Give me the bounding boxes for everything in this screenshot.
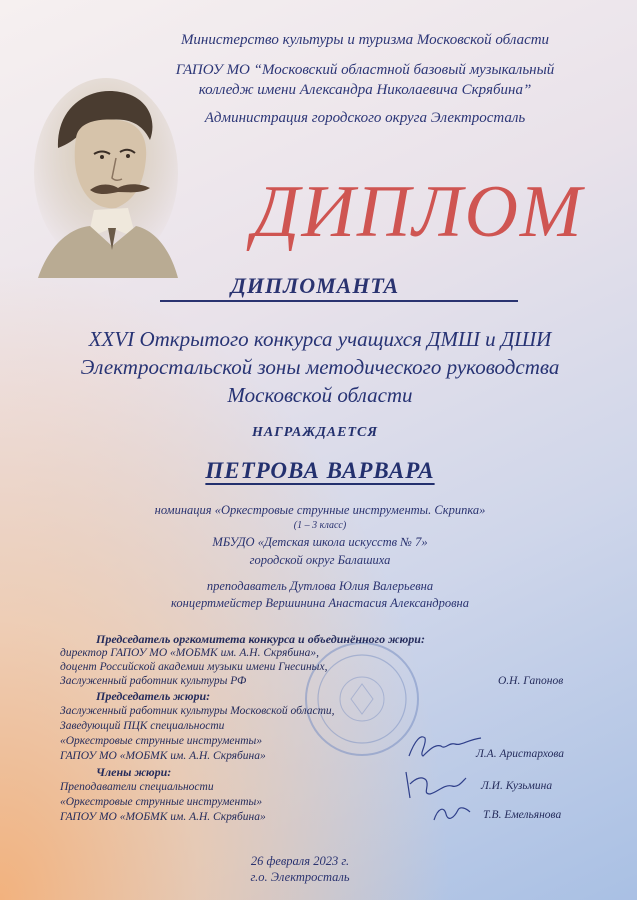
jury-chair-heading: Председатель жюри: xyxy=(96,689,211,703)
member-name-1: Л.И. Кузьмина xyxy=(481,780,553,792)
jury-chair-line-1: Заслуженный работник культуры Московской области, xyxy=(60,705,335,717)
orgcommittee-chair-heading: Председатель оргкомитета конкурса и объединённого жюри: xyxy=(96,632,425,646)
header-college-line1: ГАПОУ МО “Московский областной базовый музыкальный xyxy=(175,62,555,78)
nomination: номинация «Оркестровые струнные инструменты. Скрипка» xyxy=(154,503,486,517)
district: городской округ Балашиха xyxy=(249,553,391,567)
contest-line-2: Электростальской зоны методического руководства xyxy=(80,355,560,379)
date: 26 февраля 2023 г. xyxy=(250,854,350,868)
diploma-subtitle: ДИПЛОМАНТА xyxy=(230,273,400,298)
official-stamp xyxy=(303,640,421,758)
jury-chair-name: Л.А. Аристархова xyxy=(476,748,565,760)
jury-chair-line-2: Заведующий ПЦК специальности xyxy=(60,720,225,732)
grade-range: (1 – 3 класс) xyxy=(293,520,347,531)
title-underline xyxy=(160,300,518,302)
place: г.о. Электросталь xyxy=(250,870,350,884)
awarded-label: НАГРАЖДАЕТСЯ xyxy=(252,425,378,440)
chair-name: О.Н. Гапонов xyxy=(498,675,564,687)
header-college-line2: колледж имени Александра Николаевича Скрябина” xyxy=(198,82,532,98)
contest-line-1: XXVI Открытого конкурса учащихся ДМШ и ДШИ xyxy=(88,327,552,351)
signature-aristarkhova xyxy=(405,730,485,762)
members-line-3: ГАПОУ МО «МОБМК им. А.Н. Скрябина» xyxy=(60,811,266,823)
jury-chair-line-4: ГАПОУ МО «МОБМК им. А.Н. Скрябина» xyxy=(60,750,266,762)
jury-members-heading: Члены жюри: xyxy=(96,765,172,779)
contest-line-3: Московской области xyxy=(227,383,413,407)
recipient-name: ПЕТРОВА ВАРВАРА xyxy=(205,458,435,483)
signature-emelyanova xyxy=(430,800,475,828)
diploma-title: ДИПЛОМ xyxy=(252,171,584,253)
teacher: преподаватель Дутлова Юлия Валерьевна xyxy=(206,579,434,593)
member-name-2: Т.В. Емельянова xyxy=(483,809,562,821)
chair-line-1: директор ГАПОУ МО «МОБМК им. А.Н. Скрябина», xyxy=(60,647,319,659)
chair-line-3: Заслуженный работник культуры РФ xyxy=(60,675,247,687)
signature-kuzmina xyxy=(400,764,470,804)
school: МБУДО «Детская школа искусств № 7» xyxy=(212,535,428,549)
portrait-illustration xyxy=(28,78,178,278)
jury-chair-line-3: «Оркестровые струнные инструменты» xyxy=(60,735,263,747)
members-line-1: Преподаватели специальности xyxy=(60,781,214,793)
header-administration: Администрация городского округа Электросталь xyxy=(204,110,526,126)
header-ministry: Министерство культуры и туризма Московской области xyxy=(180,32,550,48)
members-line-2: «Оркестровые струнные инструменты» xyxy=(60,796,263,808)
accompanist: концертмейстер Вершинина Анастасия Александровна xyxy=(171,596,469,610)
chair-line-2: доцент Российской академии музыки имени Гнесиных, xyxy=(60,661,328,673)
